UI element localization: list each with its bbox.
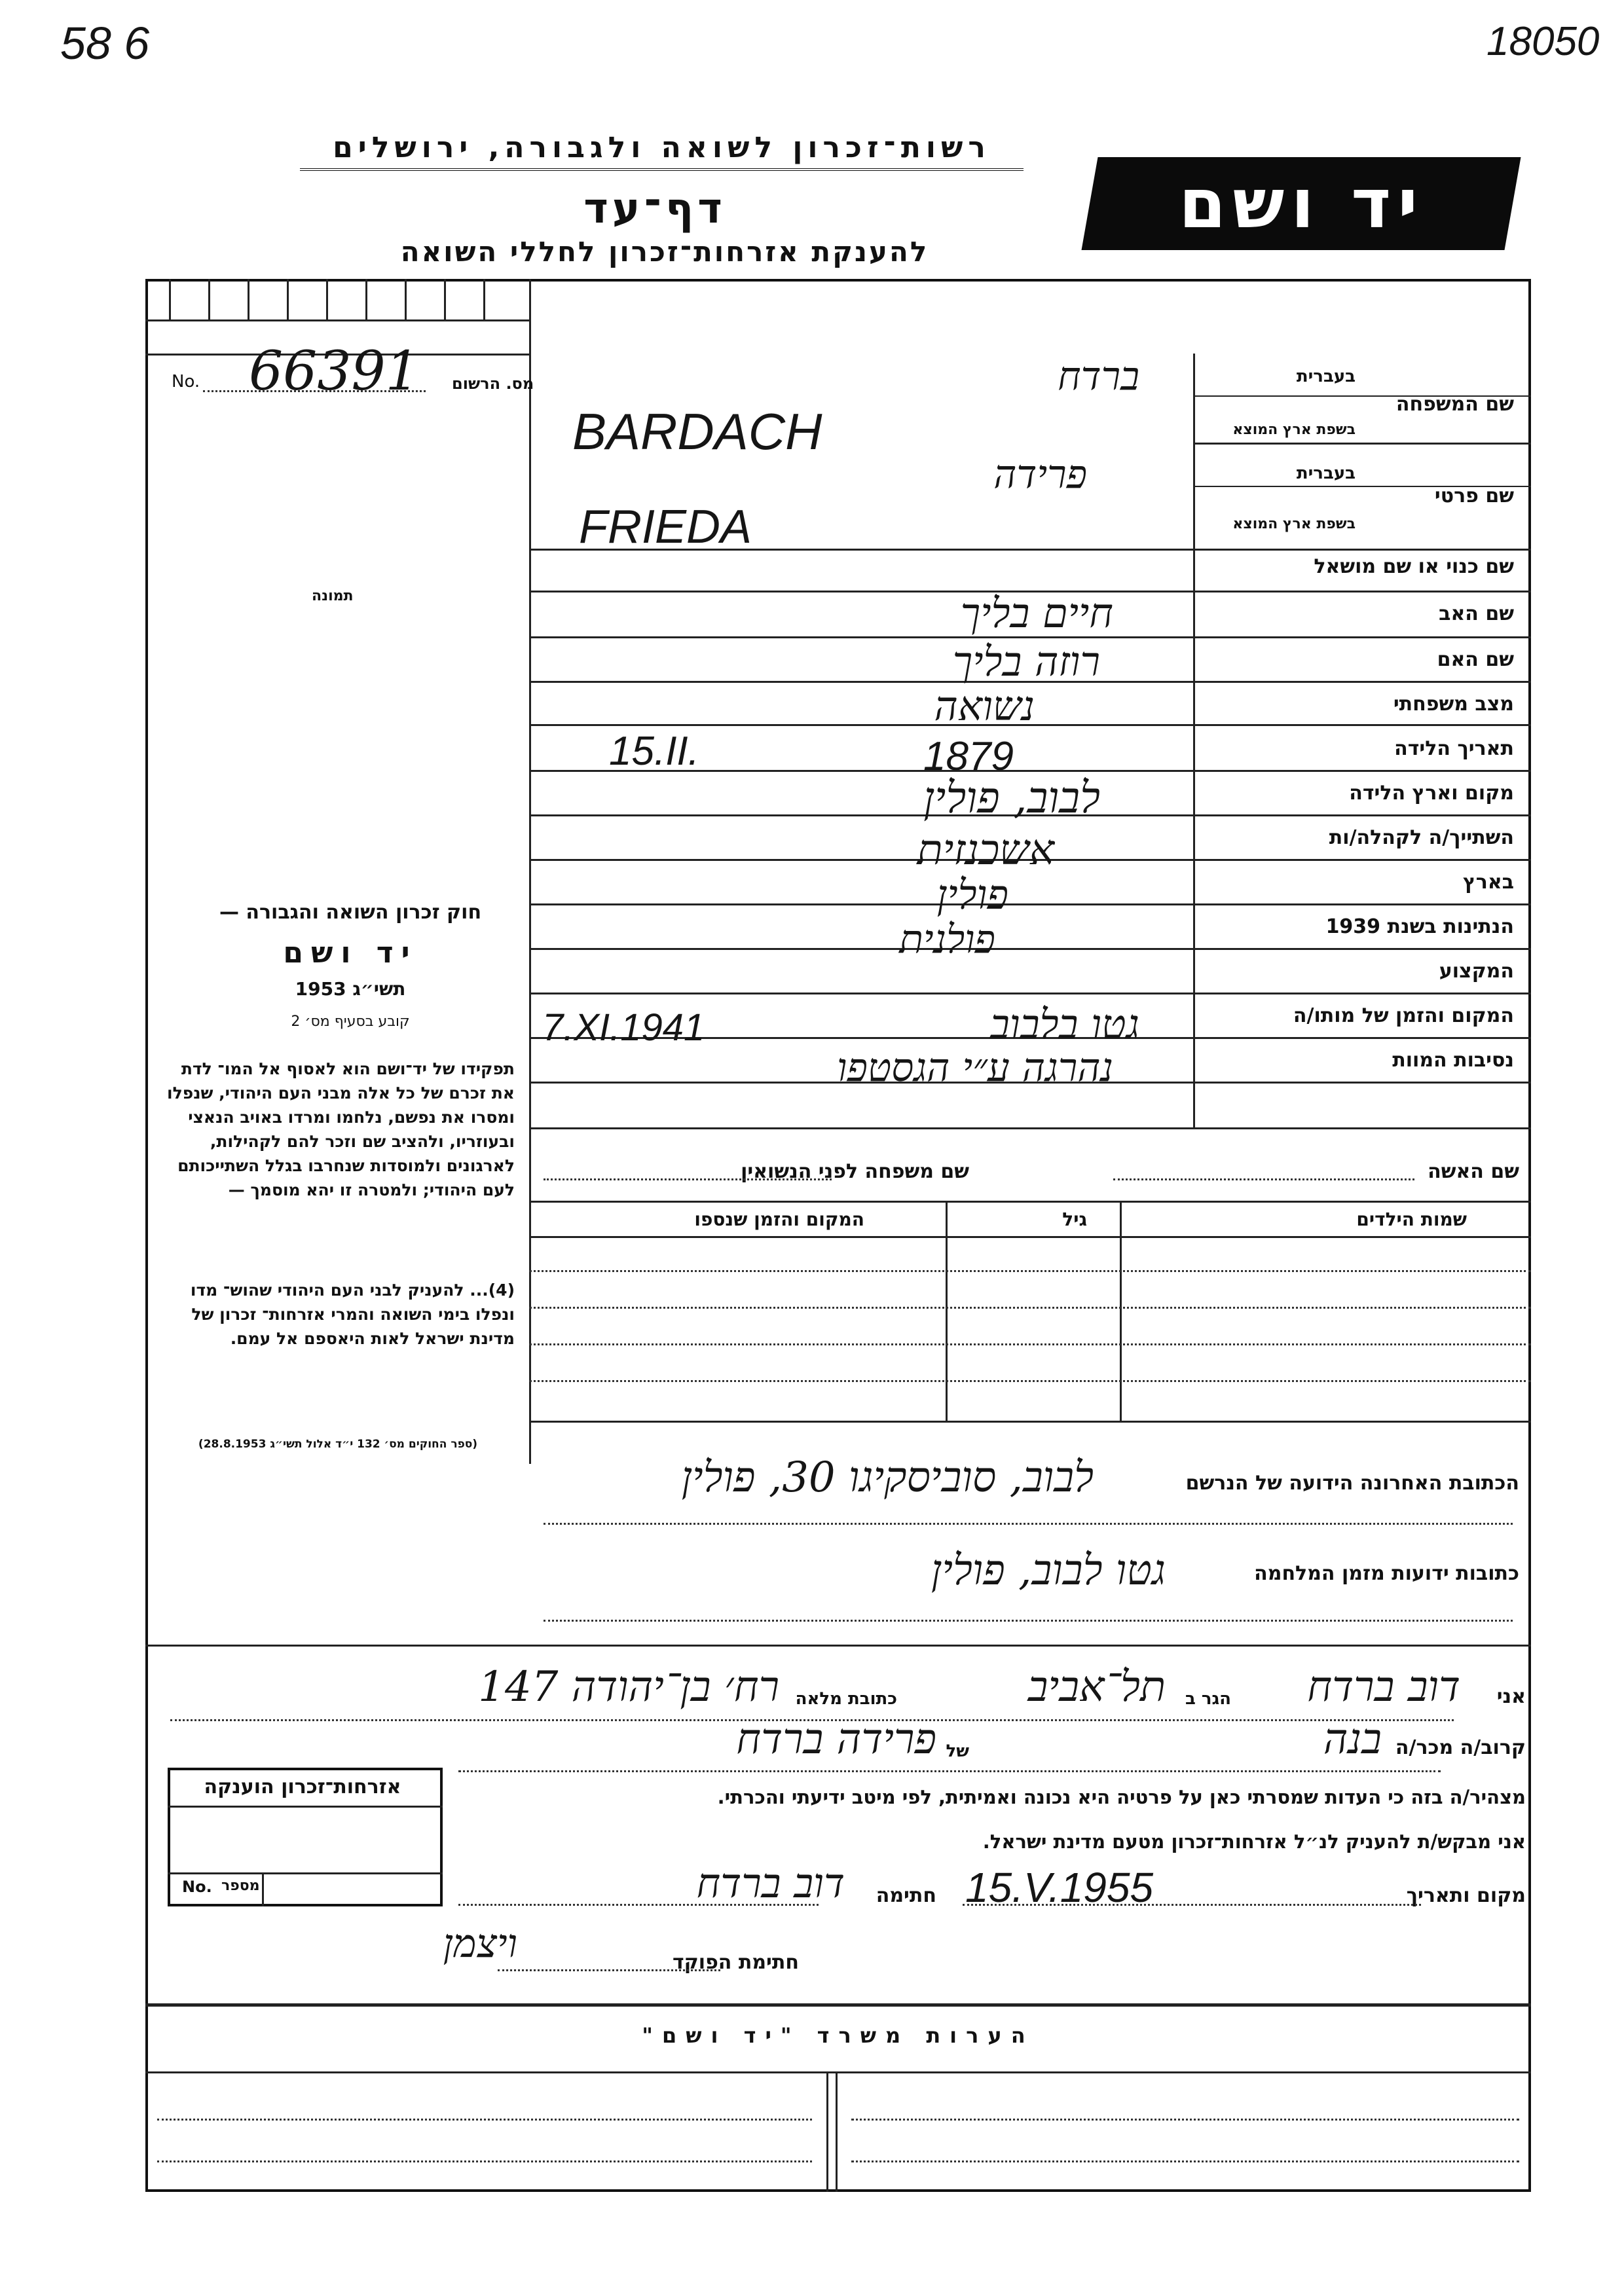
header-title: דף־עד (583, 185, 726, 233)
war-address-label: כתובות ידועות מזמן המלחמה (1254, 1562, 1519, 1585)
given-native-value: FRIEDA (579, 501, 752, 553)
declarant-signature: דוב ברדח (696, 1859, 845, 1907)
header-org: רשות־זכרון לשואה ולגבורה, ירושלים (300, 131, 1024, 171)
declarant-ani-label: אני (1496, 1685, 1526, 1708)
corner-number-left: 58 6 (60, 18, 150, 69)
request-statement: אני מבקש/ת להעניק לנ״ל אזרחות־זכרון מטעם מדינת ישראל. (982, 1831, 1526, 1853)
nationality-value: פולנית (899, 917, 995, 962)
registry-number: 66391 (249, 340, 420, 403)
war-address-value: גטו לבוב, פולין (931, 1546, 1166, 1595)
children-names-header: שמות הילדים (1356, 1209, 1467, 1230)
law-paragraph-2: (4)... להעניק לבני העם היהודי שהוש־ מדו ונפלו בימי השואה והמרי אזרחות־ זכרון של מדינת ישראל לאות היאספם אל עמם. (190, 1281, 515, 1348)
law-title: חוק זכרון השואה והגבורה — (219, 901, 482, 924)
nationality-label: הנתינות בשנת 1939 (1325, 915, 1514, 938)
remarks-title: הערות משרד "יד ושם" (642, 2023, 1035, 2048)
relation-value: בנה (1323, 1715, 1382, 1764)
pob-value: לבוב, פולין (923, 773, 1100, 823)
surname-hebrew-label: בעברית (1296, 367, 1356, 386)
dob-year-value: 1879 (923, 734, 1014, 779)
community-value: אשכנזית (917, 826, 1054, 875)
law-name: יד ושם (283, 936, 418, 970)
given-name-label: שם פרטי (1434, 484, 1514, 507)
declarant-address: רח׳ בן־יהודה 147 (478, 1663, 779, 1711)
last-address-label: הכתובת האחרונה הידועה של הנרשם (1185, 1472, 1519, 1495)
mother-value: רוזה בליך (952, 638, 1100, 685)
law-section: קובע בסעיף מס׳ 2 (291, 1013, 410, 1030)
death-date-value: 7.XI.1941 (542, 1006, 705, 1049)
dob-day-value: 15.II. (609, 729, 699, 774)
surname-hebrew-value: ברדח (1058, 354, 1139, 399)
logo-text: יד ושם (1178, 164, 1424, 244)
declarant-lives-label: הגר ב (1185, 1689, 1231, 1709)
circumstances-value: נהרגה ע״י הגסטפו (837, 1045, 1113, 1091)
citizenship-no-label: No. (182, 1878, 212, 1896)
profession-label: המקצוע (1439, 960, 1514, 983)
country-label: בארץ (1462, 871, 1514, 894)
corner-number-right: 18050 (1486, 19, 1600, 64)
mother-label: שם האם (1437, 648, 1514, 671)
header-subtitle: להענקת אזרחות־זכרון לחללי השואה (400, 236, 929, 268)
surname-label: שם המשפחה (1395, 393, 1514, 416)
wife-label: שם האשה (1428, 1160, 1519, 1183)
photo-label: תמונה (312, 588, 354, 604)
of-label: של (946, 1741, 969, 1761)
signature-label: חתימה (876, 1884, 936, 1907)
left-column-divider (529, 279, 531, 1464)
surname-native-label: בשפת ארץ המוצא (1232, 422, 1356, 438)
law-source: (ספר החוקים מס׳ 132 י״ד אלול תשי״ג 28.8.1953) (198, 1438, 478, 1451)
of-name-value: פרידה ברדח (736, 1715, 936, 1764)
law-year: תשי״ג 1953 (295, 978, 406, 1000)
registry-heb-label: מס. הרשום (452, 374, 534, 393)
children-place-header: המקום והזמן שנספו (694, 1209, 864, 1230)
citizenship-heb-no-label: מספר (221, 1878, 260, 1894)
given-native-label: בשפת ארץ המוצא (1232, 516, 1356, 532)
declaration-date: 15.V.1955 (965, 1864, 1154, 1911)
death-label: המקום והזמן של מותו/ה (1293, 1004, 1514, 1027)
dob-label: תאריך הלידה (1394, 737, 1514, 760)
death-place-value: גטו בלבוב (990, 1000, 1139, 1048)
marital-label: מצב משפחתי (1393, 693, 1514, 716)
declarant-address-label: כתובת מלאה (795, 1689, 897, 1709)
marital-value: נשואה (934, 682, 1035, 730)
nickname-label: שם כנוי או שם מושאל (1314, 555, 1514, 578)
last-address-value: לבוב, סוביסקיגו 30, פולין (681, 1453, 1094, 1502)
surname-native-value: BARDACH (572, 403, 822, 460)
citizenship-box-title: אזרחות־זכרון הוענקה (204, 1776, 401, 1798)
given-hebrew-label: בעברית (1296, 464, 1356, 483)
pob-label: מקום וארץ הלידה (1349, 782, 1514, 805)
circumstances-label: נסיבות המוות (1392, 1049, 1514, 1072)
declarant-city: תל־אביב (1027, 1663, 1166, 1711)
declarant-name: דוב ברדח (1307, 1663, 1460, 1711)
officer-signature-label: חתימת הפוקד (673, 1951, 799, 1974)
yad-vashem-logo (1081, 157, 1521, 250)
law-paragraph-1: תפקידו של יד־ושם הוא לאסוף אל המו־ לדת את זכרם של כל אלה מבני העם היהודי, שנפלו ומסרו את נפשם, נלחמו ומרדו באויב הנאצי ובעוזריו, ולהציב שם וזכר להם לקהילות, לארגונים ולמוסדות שנחרבו בגלל השתייכותם לעם היהודי; ולמטרה זו יהא מוסמך — (167, 1059, 515, 1199)
country-value: פולין (936, 871, 1008, 919)
given-hebrew-value: פרידה (993, 452, 1087, 498)
father-value: חיים בליך (960, 589, 1113, 637)
registry-no-label: No. (172, 372, 200, 392)
community-label: השתייך/ה לקהלה/ות (1329, 826, 1514, 849)
officer-signature: ויצמן (443, 1921, 517, 1967)
relation-label: קרוב/ה מכר/ה (1395, 1736, 1526, 1759)
declare-statement: מצהיר/ה בזה כי העדות שמסרתי כאן על פרטיה היא נכונה ואמיתית, לפי מיטב ידיעתי והכרתי. (717, 1786, 1526, 1808)
maiden-name-label: שם משפחה לפני הנשואין (741, 1160, 969, 1183)
children-age-header: גיל (1062, 1209, 1087, 1230)
place-date-label: מקום ותאריך (1406, 1884, 1526, 1907)
label-column-divider (1193, 354, 1195, 1127)
father-label: שם האב (1439, 602, 1514, 625)
